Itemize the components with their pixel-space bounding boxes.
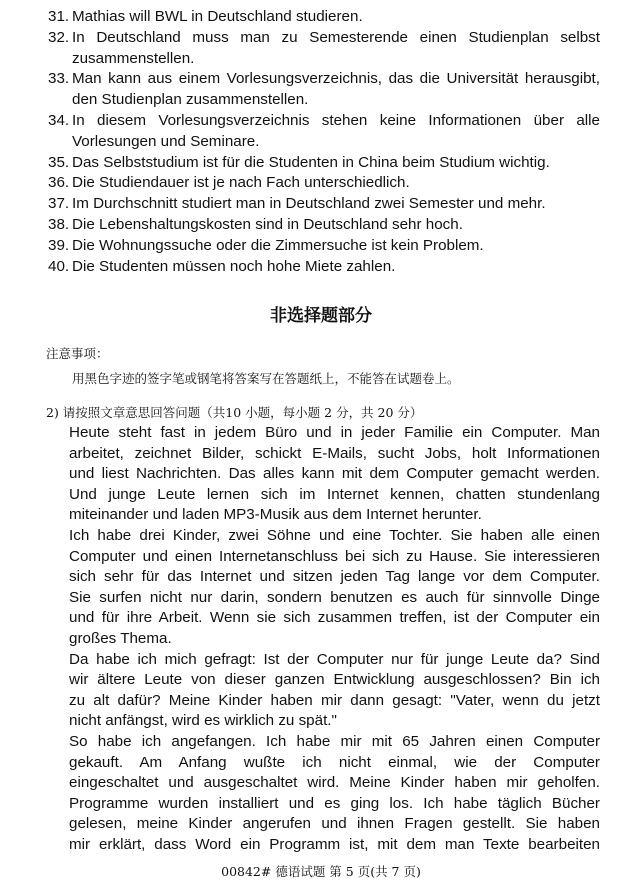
statement-text: Das Selbststudium ist für die Studenten in China beim Studium wichtig. [72, 153, 550, 171]
statement-item [48, 257, 600, 278]
statement-item [48, 153, 600, 174]
statement-text: Die Wohnungssuche oder die Zimmersuche ist kein Problem. [72, 236, 484, 254]
statement-text: Die Lebenshaltungskosten sind in Deutschland sehr hoch. [72, 215, 463, 233]
passage-line: Da habe ich mich gefragt: Ist der Computer nur für junge Leute da? Sind [69, 650, 600, 668]
passage-line: arbeitet, zeichnet Bilder, schickt E-Mails, sucht Jobs, holt Informationen [69, 444, 600, 462]
statement-number: 38. [48, 215, 70, 233]
task-instruction: 2) 请按照文章意思回答问题（共10 小题，每小题 2 分，共 20 分） [46, 405, 423, 420]
statement-item [48, 69, 600, 111]
passage-line: zu alt dafür? Meine Kinder haben mir dann gesagt: "Vater, wenn du jetzt [69, 691, 600, 709]
statement-text: Im Durchschnitt studiert man in Deutschland zwei Semester und mehr. [72, 195, 546, 213]
statement-text: In diesem Vorlesungsverzeichnis stehen keine Informationen über alle Vorlesungen und Seminare. [72, 111, 600, 150]
passage-line: Heute steht fast in jedem Büro und in jeder Familie ein Computer. Man [69, 424, 600, 441]
notice-text: 用黑色字迹的签字笔或钢笔将答案写在答题纸上，不能答在试题卷上。 [72, 371, 460, 386]
section-title: 非选择题部分 [270, 306, 372, 326]
passage-line: gekauft. Am Anfang wußte ich nicht einmal, wie der Computer [69, 753, 600, 771]
statement-number: 36. [48, 174, 70, 192]
statement-item [48, 173, 600, 194]
statement-number: 35. [48, 153, 70, 171]
passage-line: mir erklärt, dass Word ein Programm ist, mit dem man Texte bearbeiten [69, 835, 600, 853]
statement-text: Mathias will BWL in Deutschland studieren. [72, 8, 363, 25]
statement-number: 39. [48, 236, 70, 254]
statement-text: In Deutschland muss man zu Semesterende einen Studienplan selbst zusammenstellen. [72, 28, 600, 67]
passage-line: miteinander und laden MP3-Musik aus dem Internet herunter. [69, 506, 482, 524]
reading-passage [69, 423, 600, 855]
statement-item [48, 215, 600, 236]
statement-item [48, 194, 600, 215]
passage-line: nicht anfängst, wird es wirklich zu spät." [69, 712, 337, 730]
statement-item [48, 111, 600, 153]
statement-number: 37. [48, 195, 70, 213]
passage-line: sich sehr für das Internet und sitzen jeden Tag lange vor dem Computer. [69, 568, 600, 586]
passage-line: großes Thema. [69, 629, 172, 647]
passage-line: So habe ich angefangen. Ich habe mir mit 65 Jahren einen Computer [69, 732, 600, 750]
statement-number: 32. [48, 28, 70, 46]
passage-line: Sie surfen nicht nur darin, sondern benutzen es auch für sinnvolle Dinge [69, 588, 600, 606]
statement-item [48, 28, 600, 70]
passage-line: Ich habe drei Kinder, zwei Söhne und eine Tochter. Sie haben alle einen [69, 526, 600, 544]
statement-list [48, 7, 600, 277]
statement-number: 33. [48, 70, 70, 88]
statement-number: 31. [48, 8, 70, 25]
passage-line: wir ältere Leute von dieser ganzen Entwicklung ausgeschlossen? Bin ich [69, 671, 600, 689]
passage-line: Programme wurden installiert und es ging los. Ich habe täglich Bücher [69, 794, 600, 812]
statement-item [48, 7, 600, 28]
statement-text: Man kann aus einem Vorlesungsverzeichnis, das die Universität herausgibt, den Studienplan zusammenstellen. [72, 70, 600, 109]
statement-number: 34. [48, 111, 70, 129]
page-footer: 00842# 德语试题 第 5 页(共 7 页) [221, 864, 421, 879]
passage-line: eingeschaltet und ausgeschaltet wird. Meine Kinder haben mir geholfen. [69, 774, 600, 792]
passage-line: und liest Nachrichten. Das alles kann mit dem Computer gemacht werden. [69, 465, 600, 483]
passage-line: und für ihre Arbeit. Wenn sie sich zusammen treffen, ist der Computer ein [69, 609, 600, 627]
passage-line: Computer und einen Internetanschluss bei sich zu Hause. Sie interessieren [69, 547, 600, 565]
statement-item [48, 236, 600, 257]
passage-line: Und junge Leute lernen sich im Internet kennen, chatten stundenlang [69, 485, 600, 503]
statement-text: Die Studiendauer ist je nach Fach unterschiedlich. [72, 174, 410, 192]
statement-text: Die Studenten müssen noch hohe Miete zahlen. [72, 257, 396, 275]
passage-line: gelesen, meine Kinder angerufen und ihnen Fragen gestellt. Sie haben [69, 815, 600, 833]
statement-number: 40. [48, 257, 70, 275]
notice-label: 注意事项： [46, 346, 109, 361]
